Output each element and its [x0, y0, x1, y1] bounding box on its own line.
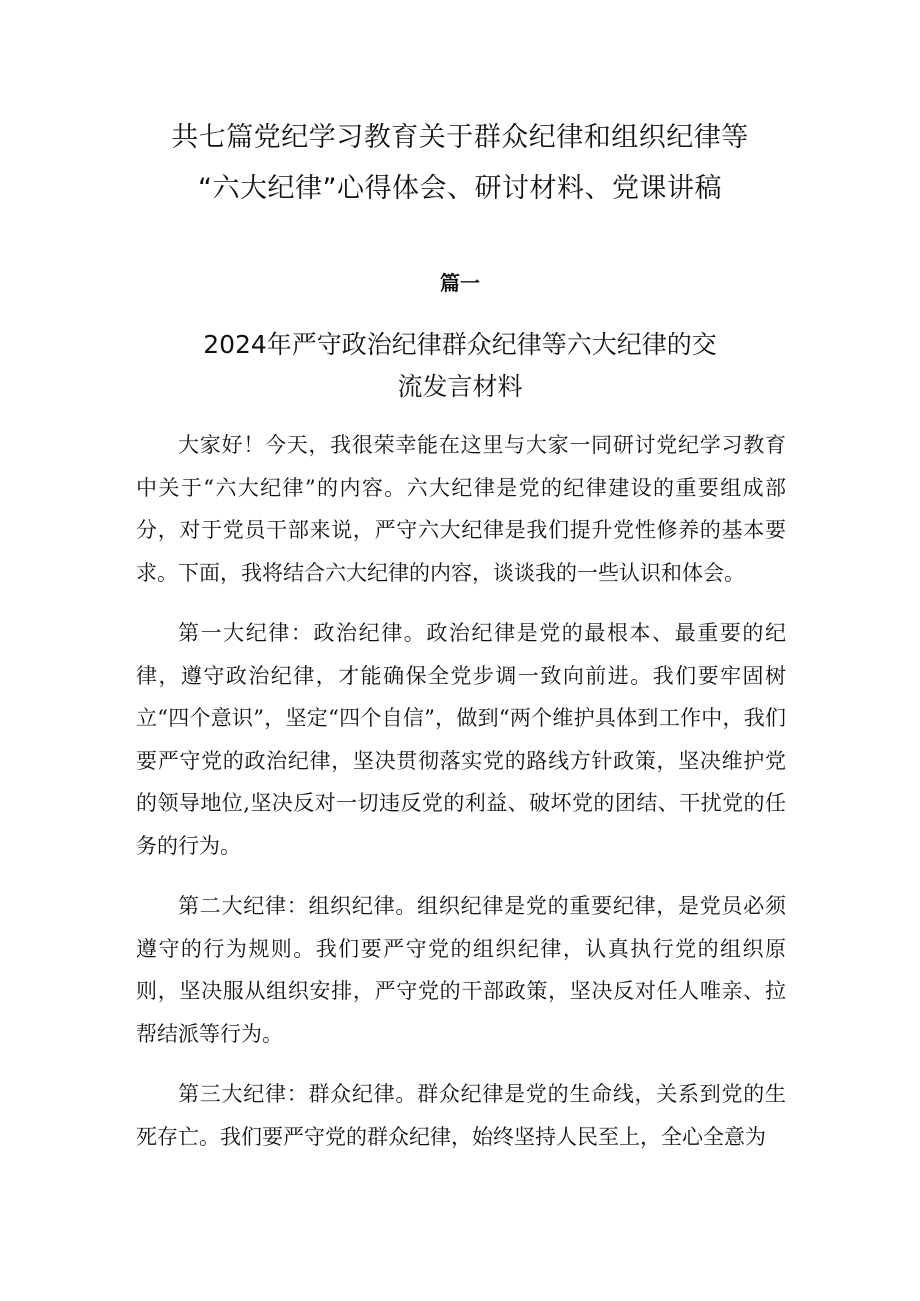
body-paragraph: 大家好！今天，我很荣幸能在这里与大家一同研讨党纪学习教育中关于“六大纪律”的内容。六大纪律是党的纪律建设的重要组成部分，对于党员干部来说，严守六大纪律是我们提升党性修养的基本要求。下面，我将结合六大纪律的内容，谈谈我的一些认识和体会。	[136, 433, 786, 585]
document-body	[136, 424, 786, 1176]
document-title-line-1: 共七篇党纪学习教育关于群众纪律和组织纪律等	[171, 122, 749, 153]
body-paragraph: 第二大纪律：组织纪律。组织纪律是党的重要纪律，是党员必须遵守的行为规则。我们要严守党的组织纪律，认真执行党的组织原则，坚决服从组织安排，严守党的干部政策，坚决反对任人唯亲、拉帮结派等行为。	[136, 894, 786, 1046]
document-title	[100, 112, 820, 214]
document-title-line-2: “六大纪律”心得体会、研讨材料、党课讲稿	[198, 173, 722, 204]
section-subtitle	[150, 324, 770, 408]
body-paragraph: 第三大纪律：群众纪律。群众纪律是党的生命线，关系到党的生死存亡。我们要严守党的群众纪律，始终坚持人民至上，全心全意为	[136, 1082, 786, 1149]
section-label: 篇一	[440, 271, 480, 295]
body-paragraph: 第一大纪律：政治纪律。政治纪律是党的最根本、最重要的纪律，遵守政治纪律，才能确保全党步调一致向前进。我们要牢固树立“四个意识”，坚定“四个自信”，做到“两个维护具体到工作中，我们要严守党的政治纪律，坚决贯彻落实党的路线方针政策，坚决维护党的领导地位,坚决反对一切违反党的利益、破坏党的团结、干扰党的任务的行为。	[136, 621, 786, 858]
section-subtitle-line-2: 流发言材料	[397, 372, 523, 401]
section-subtitle-line-1: 2024年严守政治纪律群众纪律等六大纪律的交	[203, 330, 717, 359]
